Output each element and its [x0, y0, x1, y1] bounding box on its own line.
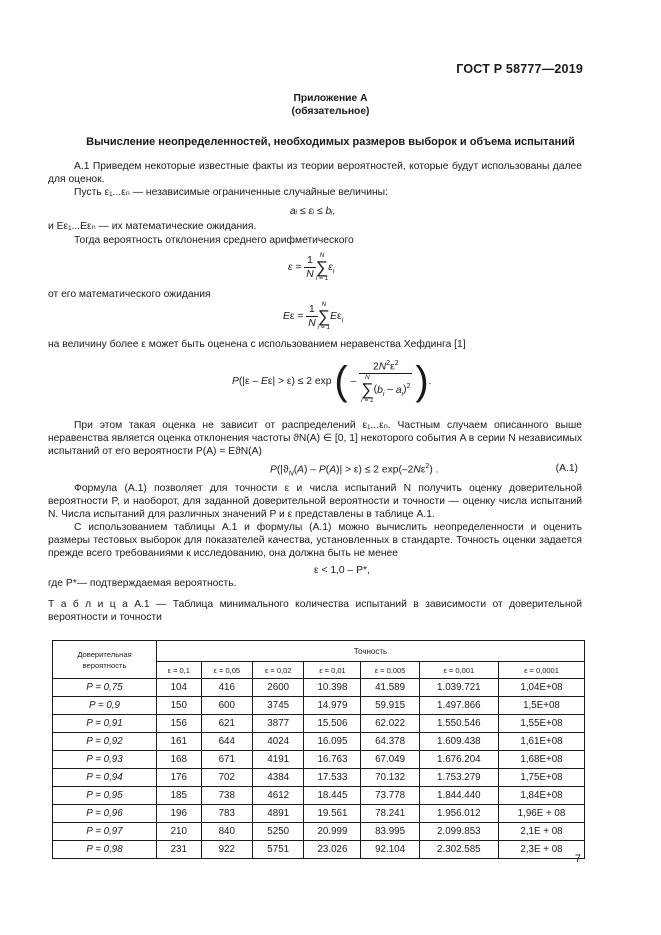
table-row — [53, 733, 585, 751]
table-cell: 702 — [201, 769, 252, 787]
table-cell-probability: P = 0,92 — [53, 733, 157, 751]
table-header-eps: ε = 0,1 — [157, 662, 202, 679]
table-cell: 168 — [157, 751, 202, 769]
table-cell-probability: P = 0,75 — [53, 679, 157, 697]
table-cell: 70.132 — [361, 769, 419, 787]
table-cell: 4384 — [253, 769, 304, 787]
table-cell: 16.763 — [304, 751, 361, 769]
table-header-eps: ε = 0,001 — [419, 662, 498, 679]
table-cell: 1,84E+08 — [498, 787, 584, 805]
table-cell: 2,3E + 08 — [498, 841, 584, 859]
table-header-eps: ε = 0,02 — [253, 662, 304, 679]
table-cell: 4891 — [253, 805, 304, 823]
section-title: Вычисление неопределенностей, необходимых размеров выборок и объема испытаний — [86, 136, 575, 148]
formula-a1: $P(|ϑ_N(A) - P(A)| > \varepsilon) \le 2$ $\exp(-2N\varepsilon^2)$ . — [270, 463, 439, 478]
table-cell: 17.533 — [304, 769, 361, 787]
table-cell: 73.778 — [361, 787, 419, 805]
table-row — [53, 805, 585, 823]
table-cell-probability: P = 0,9 — [53, 697, 157, 715]
table-caption: Т а б л и ц а А.1 — Таблица минимального количества испытаний в зависимости от доверительной вероятности и точности — [48, 599, 582, 623]
table-cell: 23.026 — [304, 841, 361, 859]
table-cell: 738 — [201, 787, 252, 805]
table-cell: 78.241 — [361, 805, 419, 823]
table-cell: 104 — [157, 679, 202, 697]
table-row — [53, 751, 585, 769]
table-cell: 671 — [201, 751, 252, 769]
page-number: 7 — [574, 853, 581, 865]
paragraph-table-use: С использованием таблицы А.1 и формулы (А.1) можно вычислить неопределенности и оценить размеры тестовых выборок для показателей качества, установленных в стандарте. Точность оценки задается прежде всего требованиями к исследованию, она должна быть не менее — [48, 522, 582, 559]
table-cell: 62.022 — [361, 715, 419, 733]
table-cell: 92.104 — [361, 841, 419, 859]
paragraph-hoeffding: на величину более ε может быть оценена с использованием неравенства Хефдинга [1] — [48, 339, 466, 350]
table-cell: 1.497.866 — [419, 697, 498, 715]
table-cell: 1,5E+08 — [498, 697, 584, 715]
table-cell: 922 — [201, 841, 252, 859]
table-cell: 644 — [201, 733, 252, 751]
table-cell: 19.561 — [304, 805, 361, 823]
table-cell: 14.979 — [304, 697, 361, 715]
table-cell: 1.550.546 — [419, 715, 498, 733]
standard-number: ГОСТ Р 58777—2019 — [456, 62, 583, 76]
paragraph-a1: А.1 Приведем некоторые известные факты из теории вероятностей, которые будут использованы далее для оценок. — [48, 161, 582, 185]
table-cell-probability: P = 0,96 — [53, 805, 157, 823]
formula-a1-label: (А.1) — [555, 463, 578, 474]
table-cell: 1,61E+08 — [498, 733, 584, 751]
paragraph-formula-a1: Формула (А.1) позволяет для точности ε и числа испытаний N получить оценку доверительной вероятности P, и наоборот, для заданной доверительной вероятности и точности — оценку числа испытаний N. Числа испытаний для различных значений P и ε представлены в таблице А.1. — [48, 483, 582, 520]
table-cell: 3745 — [253, 697, 304, 715]
table-cell: 2,1E + 08 — [498, 823, 584, 841]
table-row — [53, 769, 585, 787]
table-cell: 67.049 — [361, 751, 419, 769]
table-cell: 16.095 — [304, 733, 361, 751]
table-cell-probability: P = 0,91 — [53, 715, 157, 733]
table-cell: 18.445 — [304, 787, 361, 805]
formula-expectation: Eε = $\frac{1}{N}$ N ∑ i = 1 $E\varepsilon_i$ — [283, 301, 344, 331]
table-cell: 1,55E+08 — [498, 715, 584, 733]
table-cell: 83.995 — [361, 823, 419, 841]
table-cell: 1.676.204 — [419, 751, 498, 769]
table-cell: 10.398 — [304, 679, 361, 697]
table-cell: 5250 — [253, 823, 304, 841]
table-cell: 15.506 — [304, 715, 361, 733]
table-row — [53, 823, 585, 841]
table-cell: 1.844.440 — [419, 787, 498, 805]
table-cell: 1,75E+08 — [498, 769, 584, 787]
table-cell: 59.915 — [361, 697, 419, 715]
formula-bounds: aᵢ ≤ εᵢ ≤ bᵢ, — [290, 206, 336, 217]
table-a1 — [52, 640, 585, 859]
table-cell: 41.589 — [361, 679, 419, 697]
table-cell: 1,96E + 08 — [498, 805, 584, 823]
table-row — [53, 679, 585, 697]
table-row — [53, 715, 585, 733]
table-cell: 5751 — [253, 841, 304, 859]
paragraph-expectation: от его математического ожидания — [48, 289, 211, 300]
table-cell: 185 — [157, 787, 202, 805]
appendix-title: Приложение А — [293, 93, 368, 104]
table-cell: 783 — [201, 805, 252, 823]
paragraph-expectations: и Eε₁...Eεₙ — их математические ожидания. — [48, 221, 257, 232]
table-row — [53, 841, 585, 859]
table-cell: 4024 — [253, 733, 304, 751]
appendix-subtitle: (обязательное) — [291, 106, 370, 117]
table-cell: 161 — [157, 733, 202, 751]
table-cell: 196 — [157, 805, 202, 823]
table-cell-probability: P = 0,97 — [53, 823, 157, 841]
table-cell: 1.956.012 — [419, 805, 498, 823]
table-cell: 1.609.438 — [419, 733, 498, 751]
table-cell: 840 — [201, 823, 252, 841]
table-header-eps: ε = 0,0001 — [498, 662, 584, 679]
table-cell-probability: P = 0,95 — [53, 787, 157, 805]
table-cell: 4612 — [253, 787, 304, 805]
table-cell: 231 — [157, 841, 202, 859]
formula-hoeffding: P(|ε – Eε| > ε) ≤ 2 exp ( – $2N^2\varepsilon^2$ N ∑ i = 1 $(b_i - a_i)^2$ ). — [232, 357, 432, 405]
paragraph-then: Тогда вероятность отклонения среднего арифметического — [74, 235, 354, 246]
paragraph-pstar: где P*— подтверждаемая вероятность. — [48, 578, 237, 589]
table-cell: 1.753.279 — [419, 769, 498, 787]
table-row — [53, 697, 585, 715]
table-header-precision: Точность — [157, 641, 585, 662]
table-cell: 600 — [201, 697, 252, 715]
table-header-eps: ε = 0,01 — [304, 662, 361, 679]
table-cell: 156 — [157, 715, 202, 733]
paragraph-let: Пусть ε₁...εₙ — независимые ограниченные случайные величины: — [74, 187, 388, 198]
table-cell: 2.302.585 — [419, 841, 498, 859]
table-header-confidence: Доверительная вероятность — [53, 641, 157, 679]
table-cell: 210 — [157, 823, 202, 841]
table-cell: 2.099.853 — [419, 823, 498, 841]
table-cell: 1,04E+08 — [498, 679, 584, 697]
table-cell: 621 — [201, 715, 252, 733]
paragraph-special-case: При этом такая оценка не зависит от распределений ε₁...εₙ. Частным случаем описанного выше неравенства является оценка отклонения частоты ϑN(A) ∈ [0, 1] некоторого события A в серии N независимых испытаний от его вероятности P(A) = EϑN(A) — [48, 420, 582, 457]
table-row — [53, 787, 585, 805]
table-cell: 4191 — [253, 751, 304, 769]
table-cell: 1,68E+08 — [498, 751, 584, 769]
table-cell: 150 — [157, 697, 202, 715]
table-cell: 3877 — [253, 715, 304, 733]
table-cell: 1.039.721 — [419, 679, 498, 697]
table-cell-probability: P = 0,94 — [53, 769, 157, 787]
table-cell: 416 — [201, 679, 252, 697]
table-header-eps: ε = 0,05 — [201, 662, 252, 679]
table-cell: 64.378 — [361, 733, 419, 751]
table-cell: 2600 — [253, 679, 304, 697]
formula-precision: ε < 1,0 – P*, — [314, 565, 370, 576]
table-header-eps: ε = 0.005 — [361, 662, 419, 679]
table-cell-probability: P = 0,98 — [53, 841, 157, 859]
table-cell: 20.999 — [304, 823, 361, 841]
table-cell: 176 — [157, 769, 202, 787]
formula-mean: ε = $\frac{1}{N}$ N ∑ i = 1 $\varepsilon_i$ — [288, 252, 335, 282]
table-cell-probability: P = 0,93 — [53, 751, 157, 769]
